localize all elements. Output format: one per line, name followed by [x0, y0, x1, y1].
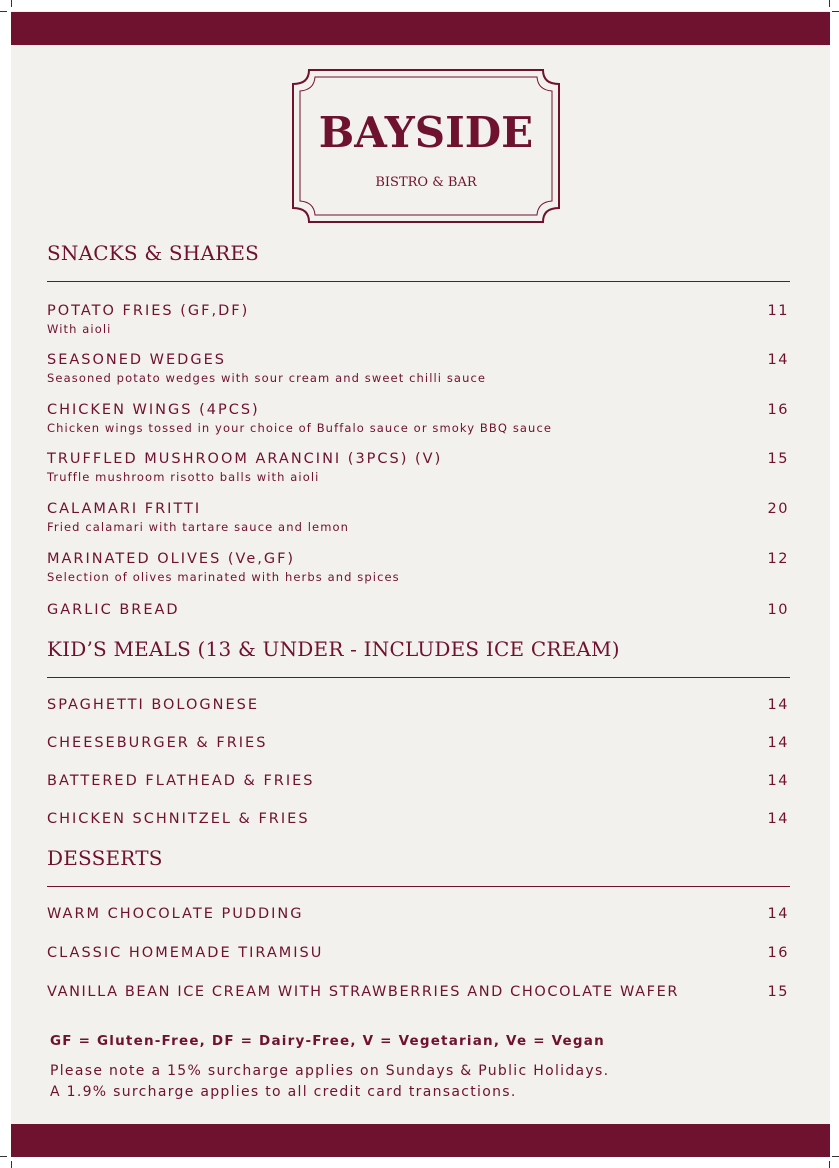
menu-item: [47, 735, 789, 775]
crop-mark: [11, 0, 12, 7]
section-title-kids-meals: KID’S MEALS (13 & UNDER - INCLUDES ICE CREAM): [47, 637, 620, 661]
section-divider: [47, 677, 790, 678]
item-name: CALAMARI FRITTI: [47, 501, 202, 517]
menu-item: [47, 451, 789, 491]
item-description: Chicken wings tossed in your choice of Buffalo sauce or smoky BBQ sauce: [47, 421, 553, 435]
menu-item: [47, 811, 789, 851]
item-description: Seasoned potato wedges with sour cream and sweet chilli sauce: [47, 371, 487, 385]
item-name: CLASSIC HOMEMADE TIRAMISU: [47, 945, 324, 961]
brand-tagline: BISTRO & BAR: [375, 175, 477, 190]
item-price: 16: [767, 402, 789, 418]
crop-mark: [0, 1156, 7, 1157]
menu-item: [47, 501, 789, 541]
section-title-snacks: SNACKS & SHARES: [47, 241, 260, 265]
section-divider: [47, 281, 790, 282]
menu-item: [47, 984, 789, 1024]
item-price: 16: [767, 945, 789, 961]
item-description: With aioli: [47, 322, 112, 336]
menu-item: [47, 906, 789, 946]
item-name: TRUFFLED MUSHROOM ARANCINI (3PCS) (V): [47, 451, 443, 467]
item-name: POTATO FRIES (GF,DF): [47, 303, 250, 319]
header-band: [11, 12, 830, 45]
item-price: 14: [767, 773, 789, 789]
item-price: 14: [767, 697, 789, 713]
item-price: 14: [767, 735, 789, 751]
item-price: 14: [767, 811, 789, 827]
menu-item: [47, 602, 789, 642]
item-name: CHICKEN WINGS (4PCS): [47, 402, 260, 418]
item-name: GARLIC BREAD: [47, 602, 180, 618]
item-name: SPAGHETTI BOLOGNESE: [47, 697, 260, 713]
item-description: Truffle mushroom risotto balls with aioli: [47, 470, 320, 484]
crop-mark: [832, 1156, 839, 1157]
menu-item: [47, 773, 789, 813]
menu-item: [47, 551, 789, 591]
crop-mark: [0, 11, 7, 12]
crop-mark: [832, 11, 839, 12]
item-price: 14: [767, 352, 789, 368]
item-description: Selection of olives marinated with herbs and spices: [47, 570, 400, 584]
brand-name: BAYSIDE: [318, 108, 534, 157]
menu-item: [47, 303, 789, 343]
item-description: Fried calamari with tartare sauce and lemon: [47, 520, 350, 534]
section-title-desserts: DESSERTS: [47, 846, 163, 870]
logo: [291, 68, 561, 224]
crop-mark: [11, 1161, 12, 1168]
item-price: 10: [767, 602, 789, 618]
dietary-legend: GF = Gluten-Free, DF = Dairy-Free, V = Vegetarian, Ve = Vegan: [50, 1033, 605, 1049]
card-surcharge-note: A 1.9% surcharge applies to all credit card transactions.: [50, 1084, 517, 1100]
item-name: CHICKEN SCHNITZEL & FRIES: [47, 811, 310, 827]
crop-mark: [829, 1161, 830, 1168]
crop-mark: [829, 0, 830, 7]
surcharge-note: Please note a 15% surcharge applies on Sundays & Public Holidays.: [50, 1063, 610, 1079]
item-name: CHEESEBURGER & FRIES: [47, 735, 268, 751]
item-name: MARINATED OLIVES (Ve,GF): [47, 551, 296, 567]
item-price: 15: [767, 984, 789, 1000]
menu-page: [11, 11, 830, 1157]
menu-item: [47, 352, 789, 392]
item-price: 12: [767, 551, 789, 567]
item-name: VANILLA BEAN ICE CREAM WITH STRAWBERRIES AND CHOCOLATE WAFER: [47, 984, 680, 1000]
item-price: 15: [767, 451, 789, 467]
item-name: WARM CHOCOLATE PUDDING: [47, 906, 304, 922]
menu-item: [47, 402, 789, 442]
menu-item: [47, 945, 789, 985]
item-price: 20: [767, 501, 789, 517]
item-name: SEASONED WEDGES: [47, 352, 226, 368]
item-name: BATTERED FLATHEAD & FRIES: [47, 773, 315, 789]
section-divider: [47, 886, 790, 887]
item-price: 14: [767, 906, 789, 922]
footer-band: [11, 1124, 830, 1157]
item-price: 11: [767, 303, 789, 319]
menu-item: [47, 697, 789, 737]
